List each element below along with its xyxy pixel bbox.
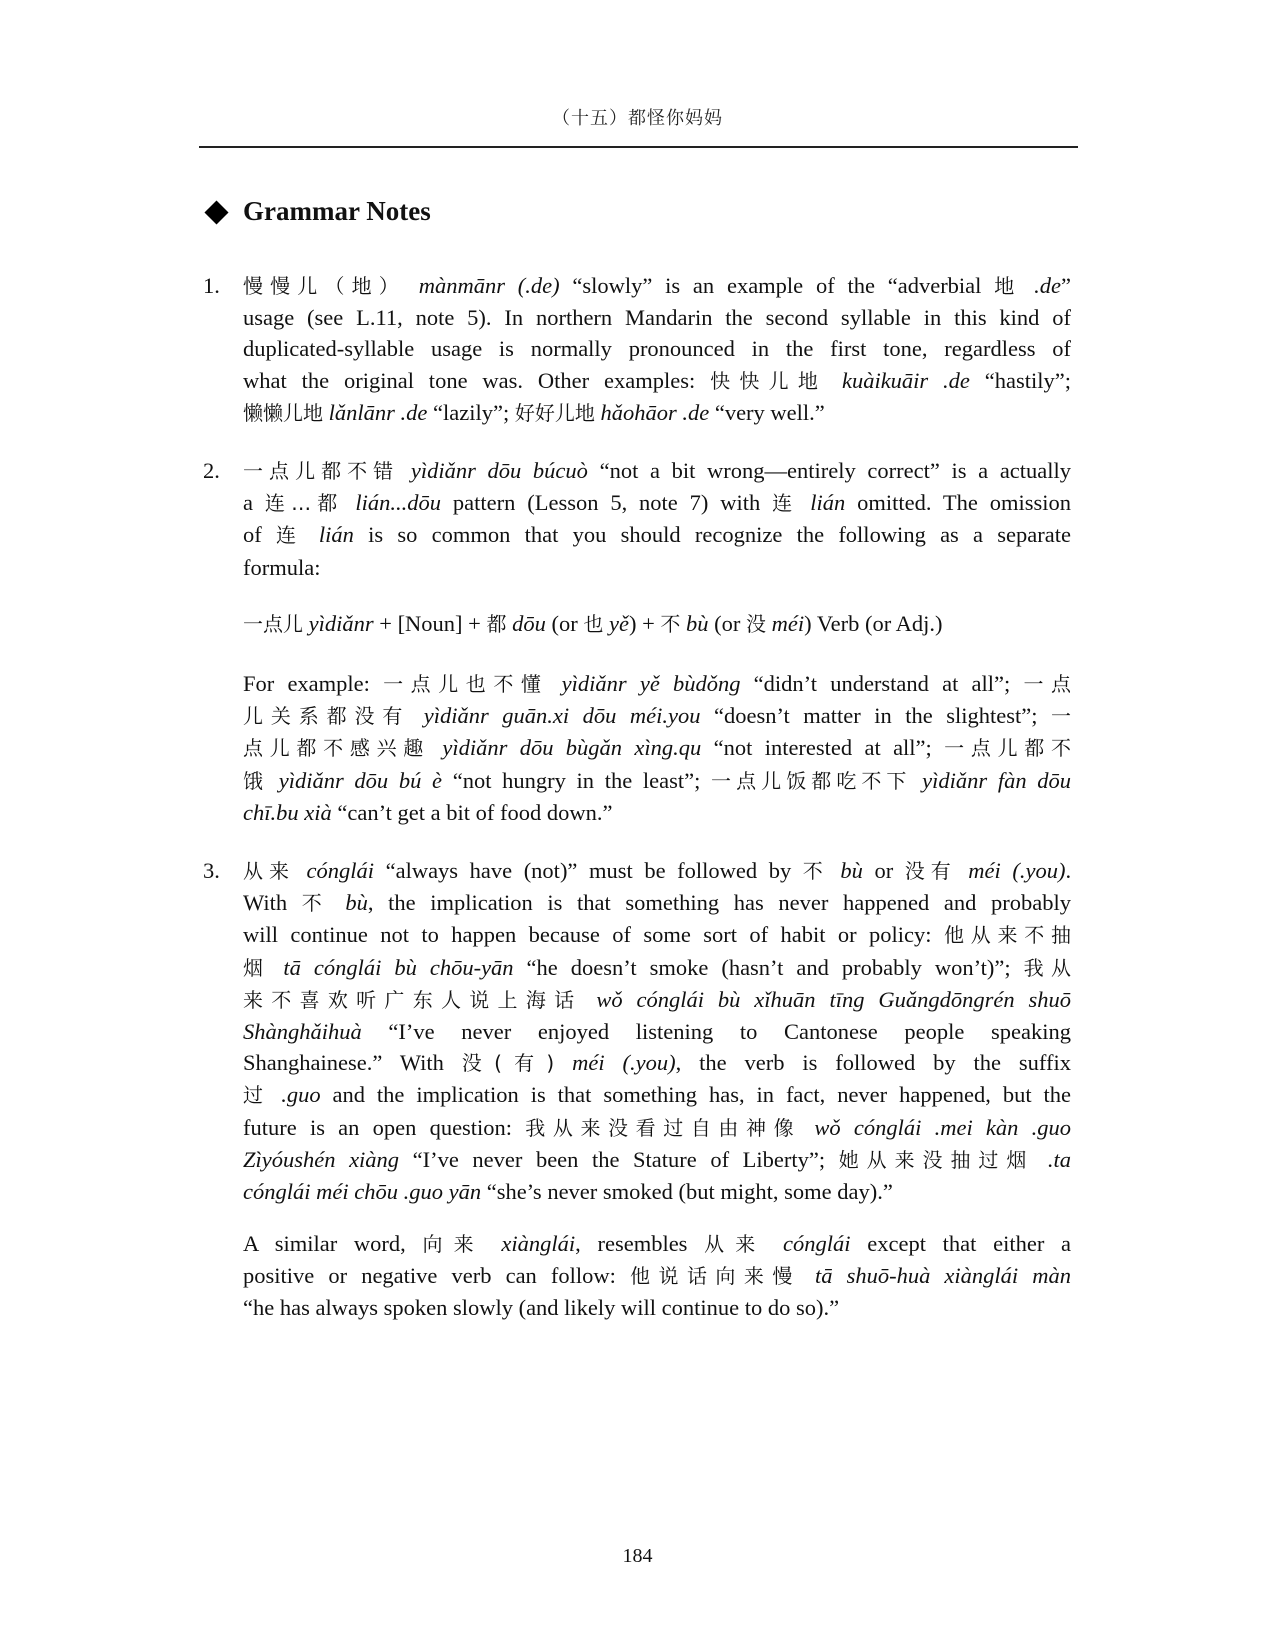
pinyin-text: lǎnlānr .de	[328, 399, 428, 425]
text-run: “very well.”	[709, 399, 825, 425]
text-run: , resembles	[575, 1231, 705, 1256]
text-line	[243, 952, 1071, 984]
pinyin-text: lián	[318, 522, 354, 548]
grammar-note-1	[203, 270, 1071, 429]
text-run: .	[1065, 858, 1072, 883]
chinese-text: 过	[243, 1083, 270, 1108]
text-run: “didn’t understand at all”;	[740, 671, 1024, 696]
chinese-text: 都	[486, 612, 507, 636]
text-run: ) Verb (or Adj.)	[804, 611, 943, 636]
text-line	[243, 365, 1071, 397]
text-run	[582, 987, 596, 1012]
text-run: usage (see L.11, note 5). In northern Mandarin the second syllable in this kind of	[243, 305, 1071, 331]
chinese-text: 好好儿地	[514, 400, 595, 425]
pinyin-text: yìdiǎnr dōu bú è	[278, 767, 443, 793]
chinese-text: 连…都	[264, 491, 344, 516]
pinyin-text: yě	[609, 611, 629, 636]
chinese-text: 从来	[243, 859, 295, 883]
page-number: 184	[622, 1545, 653, 1567]
text-run: or	[862, 858, 905, 883]
text-line	[243, 1176, 1071, 1207]
grammar-note-2	[203, 455, 1071, 583]
text-line	[243, 302, 1071, 333]
text-line	[243, 887, 1071, 919]
chinese-text: 一点	[1023, 672, 1072, 696]
text-run	[406, 273, 419, 298]
text-run	[801, 1263, 815, 1288]
text-run: ) +	[628, 611, 661, 636]
pinyin-text: .de	[1034, 273, 1062, 298]
text-run: future is an open question:	[243, 1114, 526, 1140]
text-line	[243, 984, 1071, 1016]
chinese-text: 懒懒儿地	[243, 400, 323, 425]
pinyin-text: cónglái	[783, 1231, 851, 1256]
chinese-text: 一点儿都不	[944, 736, 1072, 761]
text-line	[243, 855, 1071, 887]
text-run: of	[243, 522, 276, 548]
text-run	[766, 1231, 783, 1256]
chinese-text: 烟	[243, 955, 271, 980]
running-header: （十五）都怪你妈妈	[552, 108, 723, 129]
text-run: “I’ve never been the Stature of Liberty”;	[399, 1146, 839, 1172]
text-line	[243, 700, 1071, 732]
text-run	[548, 671, 561, 696]
pinyin-text: bù	[345, 890, 368, 916]
text-run: For example:	[243, 671, 384, 696]
text-line	[243, 1260, 1071, 1292]
text-line	[243, 668, 1071, 700]
text-line	[243, 270, 1071, 302]
pinyin-text: lián...dōu	[355, 490, 442, 516]
pinyin-text: méi (.you)	[572, 1050, 676, 1076]
text-line	[243, 797, 1071, 828]
text-line	[243, 487, 1071, 519]
chinese-text: 从来	[704, 1232, 767, 1256]
chinese-text: 来不喜欢听广东人说上海话	[243, 987, 583, 1012]
chinese-text: 连	[276, 523, 305, 548]
chinese-text: 慢慢儿（地）	[243, 274, 406, 298]
text-line	[243, 919, 1071, 951]
pinyin-text: yìdiǎnr	[308, 611, 374, 636]
text-run	[485, 1231, 502, 1256]
chinese-text: 一点儿	[243, 612, 303, 636]
pinyin-text: yìdiǎnr guān.xi dōu méi.you	[423, 703, 701, 729]
text-run	[911, 768, 922, 793]
text-line	[243, 1112, 1071, 1144]
chinese-text: 没	[746, 612, 767, 636]
text-run: what the original tone was. Other examples:	[243, 367, 711, 393]
note-body	[243, 270, 1071, 429]
note-number: 3.	[203, 858, 220, 883]
text-run: will continue not to happen because of some sort of habit or policy:	[243, 922, 944, 948]
pinyin-text: hǎohāor .de	[600, 399, 710, 425]
pinyin-text: xiànglái	[501, 1231, 576, 1256]
text-run	[1034, 1147, 1048, 1172]
pinyin-text: tā cónglái bù chōu-yān	[283, 954, 514, 980]
text-run	[410, 703, 424, 728]
text-run: “not interested at all”;	[701, 735, 945, 761]
text-line	[243, 397, 1071, 429]
chinese-text: 一点儿也不懂	[383, 672, 549, 696]
chinese-text: 没(有)	[461, 1051, 555, 1076]
pinyin-text: yìdiǎnr dōu búcuò	[410, 458, 588, 483]
pinyin-text: chī.bu xià	[243, 799, 332, 825]
text-run: , the verb is followed by the suffix	[675, 1050, 1072, 1076]
text-run	[827, 368, 842, 393]
section-title: Grammar Notes	[243, 196, 431, 226]
pinyin-text: wǒ cónglái .mei kàn .guo	[814, 1114, 1071, 1140]
chinese-text: 饿	[243, 768, 269, 793]
chinese-text: 一点儿都不错	[243, 459, 400, 483]
text-line	[243, 552, 1071, 583]
note-body	[243, 855, 1071, 1207]
text-line	[243, 1016, 1071, 1047]
chinese-text: 不	[660, 612, 681, 636]
pinyin-text: Shànghǎihuà	[243, 1019, 362, 1045]
text-run: duplicated-syllable usage is normally pronounced in the first tone, regardless of	[243, 336, 1071, 362]
text-run	[554, 1050, 572, 1075]
text-line	[243, 732, 1071, 764]
pinyin-text: méi (.you)	[968, 858, 1066, 883]
chinese-text: 点儿都不感兴趣	[243, 736, 431, 761]
text-run: is so common that you should recognize the following as a separate	[353, 522, 1071, 548]
text-run	[1021, 273, 1034, 298]
chinese-text: 他说话向来慢	[630, 1264, 801, 1289]
text-run: except that either a	[850, 1231, 1072, 1256]
pinyin-text: cónglái méi chōu .guo yān	[243, 1179, 482, 1205]
text-line	[243, 1047, 1071, 1079]
grammar-note-3	[203, 855, 1071, 1207]
pinyin-text: cónglái	[306, 858, 375, 883]
text-line	[243, 333, 1071, 364]
text-run: a	[243, 490, 265, 516]
text-line	[243, 1144, 1071, 1176]
text-run: omitted. The omission	[845, 490, 1071, 516]
chinese-text: 一	[1051, 704, 1071, 729]
text-run: (or	[708, 611, 747, 636]
chinese-text: 不	[802, 859, 829, 883]
chinese-text: 快快儿地	[710, 368, 828, 393]
text-run: pattern (Lesson 5, note 7) with	[441, 490, 773, 516]
text-line	[243, 1292, 1071, 1323]
text-run: “he has always spoken slowly (and likely will continue to do so).”	[243, 1295, 840, 1321]
pinyin-text: méi	[771, 611, 805, 636]
pinyin-text: .ta	[1047, 1146, 1072, 1172]
chinese-text: 我从	[1023, 955, 1072, 980]
text-run	[430, 735, 442, 760]
pinyin-text: yìdiǎnr dōu bùgǎn xìng.qu	[442, 735, 702, 761]
note-number: 2.	[203, 458, 220, 483]
note-body	[243, 455, 1071, 583]
text-run: ”	[1061, 273, 1072, 298]
chinese-text: 她从来没抽过烟	[838, 1147, 1035, 1172]
text-run	[798, 490, 810, 515]
text-run: “he doesn’t smoke (hasn’t and probably won’t)”;	[513, 954, 1024, 980]
text-run: “hastily”;	[969, 367, 1072, 393]
text-run: and the implication is that something has, in fact, never happened, but the	[320, 1082, 1071, 1108]
text-run: “slowly” is an example of the “adverbial	[559, 273, 995, 298]
pinyin-text: lián	[810, 490, 846, 516]
text-run	[399, 458, 411, 483]
text-run	[957, 858, 969, 883]
text-run: “not a bit wrong—entirely correct” is a actually	[587, 458, 1072, 483]
text-run: + [Noun] +	[373, 611, 487, 636]
text-line	[243, 1079, 1071, 1111]
formula	[243, 608, 1071, 640]
text-run: With	[243, 890, 302, 916]
text-run	[269, 1082, 281, 1107]
text-run	[305, 522, 319, 547]
pinyin-text: tā shuō-huà xiànglái màn	[814, 1263, 1072, 1289]
text-run	[344, 490, 356, 515]
pinyin-text: yìdiǎnr fàn dōu	[922, 767, 1072, 793]
text-run: (or	[545, 611, 584, 636]
text-run: “doesn’t matter in the slightest”;	[700, 703, 1051, 729]
text-run: Shanghainese.” With	[243, 1050, 462, 1076]
text-run: “always have (not)” must be followed by	[374, 858, 803, 883]
text-run: “can’t get a bit of food down.”	[331, 799, 613, 825]
chinese-text: 地	[994, 274, 1022, 298]
chinese-text: 没有	[904, 859, 957, 883]
text-run: “lazily”;	[427, 399, 515, 425]
pinyin-text: dōu	[512, 611, 546, 636]
text-run: positive or negative verb can follow:	[243, 1263, 630, 1289]
pinyin-text: yìdiǎnr yě bùdǒng	[561, 671, 741, 696]
diamond-bullet-icon	[204, 200, 228, 224]
text-line	[243, 455, 1071, 487]
chinese-text: 不	[301, 891, 331, 916]
pinyin-text: kuàikuāir .de	[841, 367, 970, 393]
chinese-text: 儿关系都没有	[243, 704, 411, 729]
text-run	[801, 1115, 814, 1140]
text-run	[829, 858, 841, 883]
pinyin-text: bù	[840, 858, 863, 883]
pinyin-text: .guo	[281, 1082, 321, 1108]
text-run: “not hungry in the least”;	[442, 767, 712, 793]
pinyin-text: mànmānr (.de)	[418, 273, 560, 298]
text-run: A similar word,	[243, 1231, 423, 1256]
formula-line	[243, 608, 1071, 640]
chinese-text: 一点儿饭都吃不下	[711, 768, 912, 793]
text-run	[331, 890, 346, 915]
pinyin-text: Zìyóushén xiàng	[243, 1146, 400, 1172]
examples-paragraph	[243, 668, 1071, 828]
section-heading	[204, 196, 431, 227]
text-run	[295, 858, 307, 883]
chinese-text: 向来	[422, 1232, 485, 1256]
text-line	[243, 1228, 1071, 1260]
text-line	[243, 519, 1071, 551]
chinese-text: 他从来不抽	[943, 923, 1071, 948]
pinyin-text: wǒ cónglái bù xǐhuān tīng Guǎngdōngrén shuō	[596, 986, 1072, 1012]
chinese-text: 也	[583, 612, 604, 636]
text-run: “I’ve never enjoyed listening to Cantonese people speaking	[361, 1019, 1071, 1045]
chinese-text: 我从来没看过自由神像	[525, 1115, 802, 1140]
text-line	[243, 765, 1071, 797]
header-rule	[199, 146, 1078, 148]
text-run	[268, 768, 279, 793]
text-run: “she’s never smoked (but might, some day).”	[481, 1179, 893, 1205]
pinyin-text: bù	[686, 611, 709, 636]
chinese-text: 连	[772, 491, 799, 516]
text-run: , the implication is that something has never happened and probably	[367, 890, 1071, 916]
note-number: 1.	[203, 273, 220, 298]
text-run: formula:	[243, 554, 321, 580]
similar-word-paragraph	[243, 1228, 1071, 1324]
text-run	[270, 955, 283, 980]
